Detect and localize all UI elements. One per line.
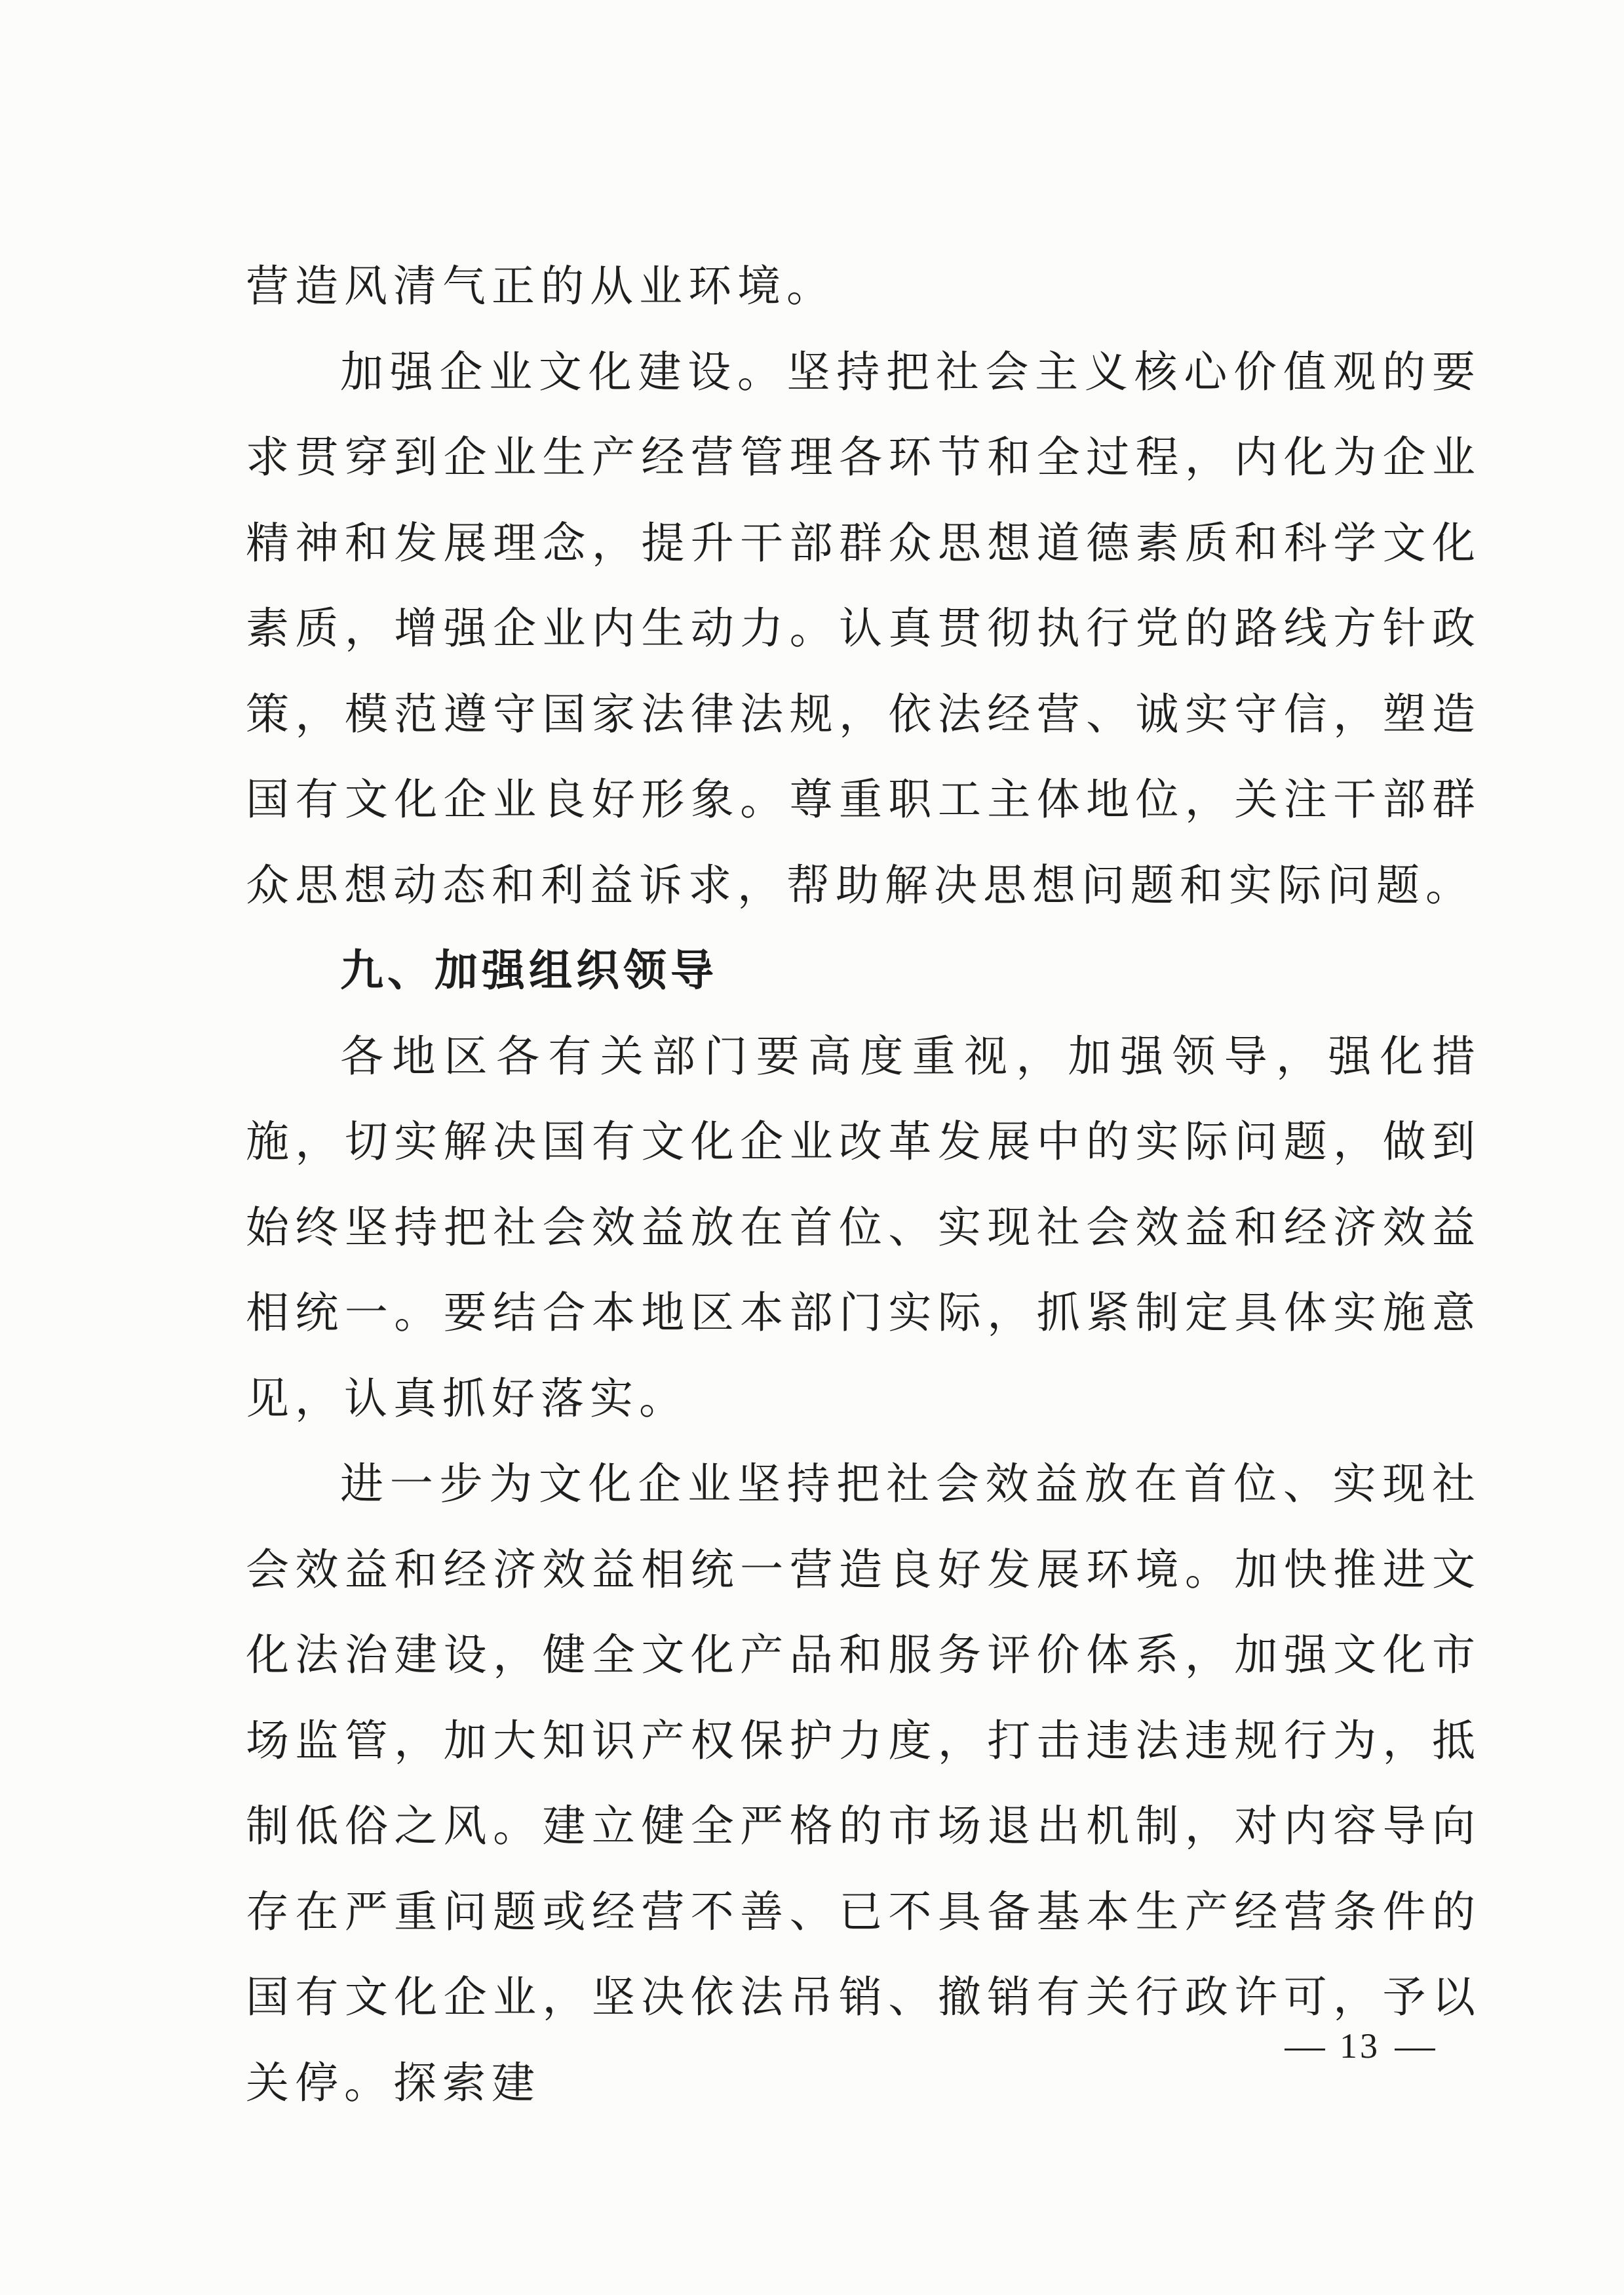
paragraph-continuation: 营造风清气正的从业环境。 xyxy=(246,261,836,311)
section-heading-organization-leadership: 九、加强组织领导 xyxy=(340,945,718,996)
paragraph-departments-attention: 各地区各有关部门要高度重视，加强领导，强化措施，切实解决国有文化企业改革发展中的实际问题，做到始终坚持把社会效益放在首位、实现社会效益和经济效益相统一。要结合本地区本部门实际，抓紧制定具体实施意见，认真抓好落实。 xyxy=(246,1030,1481,1424)
document-body xyxy=(246,244,1481,2126)
paragraph-enterprise-culture: 加强企业文化建设。坚持把社会主义核心价值观的要求贯穿到企业生产经营管理各环节和全过程，内化为企业精神和发展理念，提升干部群众思想道德素质和科学文化素质，增强企业内生动力。认真贯彻执行党的路线方针政策，模范遵守国家法律法规，依法经营、诚实守信，塑造国有文化企业良好形象。尊重职工主体地位，关注干部群众思想动态和利益诉求，帮助解决思想问题和实际问题。 xyxy=(246,346,1481,911)
dash-right xyxy=(1395,2049,1435,2050)
dash-left xyxy=(1285,2049,1325,2050)
page-number-footer xyxy=(1262,2026,1458,2066)
paragraph-development-environment: 进一步为文化企业坚持把社会效益放在首位、实现社会效益和经济效益相统一营造良好发展环境。加快推进文化法治建设，健全文化产品和服务评价体系，加强文化市场监管，加大知识产权保护力度，打击违法违规行为，抵制低俗之风。建立健全严格的市场退出机制，对内容导向存在严重问题或经营不善、已不具备基本生产经营条件的国有文化企业，坚决依法吊销、撤销有关行政许可，予以关停。探索建 xyxy=(246,1459,1481,2108)
page-number: 13 xyxy=(1340,2026,1380,2066)
